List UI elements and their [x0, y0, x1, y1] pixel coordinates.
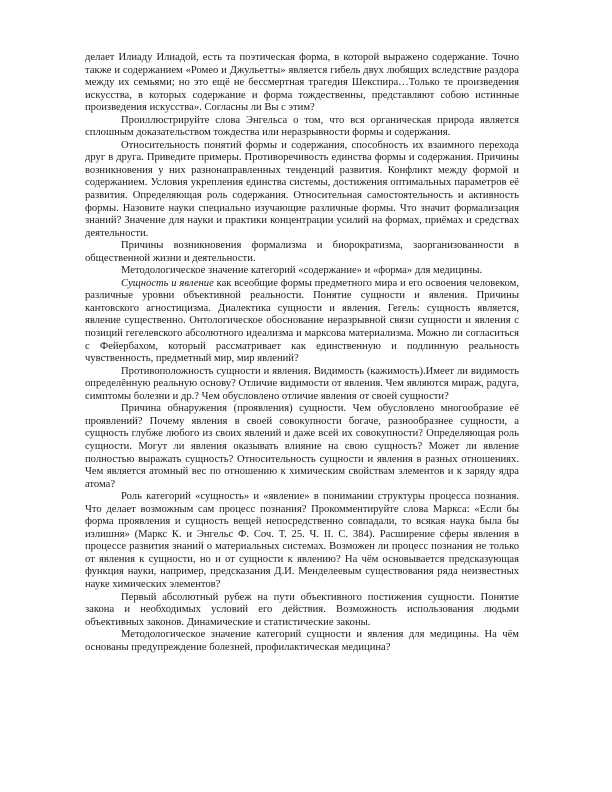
- paragraph-3: Относительность понятий формы и содержания, способность их взаимного перехода друг в друга. Приведите примеры. Противоречивость единства формы и содержания. Причины возникновения у них разнонаправленных тенденций развития. Конфликт между формой и содержанием. Условия укрепления единства системы, достижения оптимальных параметров её развития. Определяющая роль содержания. Относительная самостоятельность и активность формы. Назовите науки специально изучающие различные формы. Что значит формализация знаний? Значение для науки и практики концентрации усилий на формах, приёмах и средствах деятельности.: [85, 139, 519, 239]
- paragraph-6-body: как всеобщие формы предметного мира и его освоения человеком, различные уровни объективной реальности. Понятие сущности и явления. Причины кантовского агностицизма. Диалектика сущности и явления. Гегель: сущность является, явление существенно. Онтологическое обоснование неразрывной связи сущности и явления с позиций гегелевского абсолютного идеализма и марксова материализма. Можно ли согласиться с Фейербахом, который рассматривает как единственную и подлинную реальность чувственность, предметный мир, мир явлений?: [85, 277, 519, 365]
- paragraph-2: Проиллюстрируйте слова Энгельса о том, что вся органическая природа является сплошным доказательством тождества или неразрывности формы и содержания.: [85, 114, 519, 139]
- paragraph-5: Методологическое значение категорий «содержание» и «форма» для медицины.: [121, 265, 483, 277]
- paragraph-9: Роль категорий «сущность» и «явление» в понимании структуры процесса познания. Что делает возможным сам процесс познания? Прокомментируйте слова Маркса: «Если бы форма проявления и сущность вещей непосредственно совпадали, то всякая наука была бы излишня» (Маркс К. и Энгельс Ф. Соч. Т. 25. Ч. II. С. 384). Расширение сферы явления в процессе развития знаний о материальных системах. Возможен ли процесс познания не только от явления к сущности, но и от сущности к явлению? На чём основывается предсказующая функция науки, например, предсказания Д.И. Менделеевым существования ряда неизвестных науке химических элементов?: [85, 491, 519, 590]
- paragraph-10: Первый абсолютный рубеж на пути объективного постижения сущности. Понятие закона и необходимых условий его действия. Возможность использования людьми объективных законов. Динамические и статистические законы.: [85, 591, 519, 628]
- paragraph-11: Методологическое значение категорий сущности и явления для медицины. На чём основаны предупреждение болезней, профилактическая медицина?: [85, 629, 519, 653]
- paragraph-7: Противоположность сущности и явления. Видимость (кажимость).Имеет ли видимость определённую реальную основу? Отличие видимости от явления. Чем являются мираж, радуга, симптомы болезни и др.? Чем обусловлено отличие явления от своей сущности?: [85, 365, 519, 402]
- document-page: [85, 52, 519, 654]
- paragraph-8: Причина обнаружения (проявления) сущности. Чем обусловлено многообразие её проявлений? Почему явления в своей совокупности богаче, разнообразнее сущности, а сущность глубже любого из своих явлений и даже всей их совокупности? Определяющая роль сущности. Могут ли явления оказывать влияние на свою сущность? Может ли явление полностью выражать сущность? Относительность сущности и явления в разных отношениях. Чем является атомный вес по отношению к химическим свойствам элементов и к заряду ядра атома?: [85, 403, 519, 490]
- paragraph-1: делает Илиаду Илиадой, есть та поэтическая форма, в которой выражено содержание. Точно также и содержанием «Ромео и Джульетты» является гибель двух любящих вследствие раздора между их семьями; но это ещё не бессмертная трагедия Шекспира…Только те произведения искусства, в которых содержание и форма тождественны, представляют собою истинные произведения искусства». Согласны ли Вы с этим?: [85, 52, 519, 114]
- italic-term: Сущность и явление: [121, 277, 214, 289]
- paragraph-4: Причины возникновения формализма и биорократизма, заорганизованности в общественной жизни и деятельности.: [85, 240, 519, 264]
- paragraph-6: [85, 278, 519, 366]
